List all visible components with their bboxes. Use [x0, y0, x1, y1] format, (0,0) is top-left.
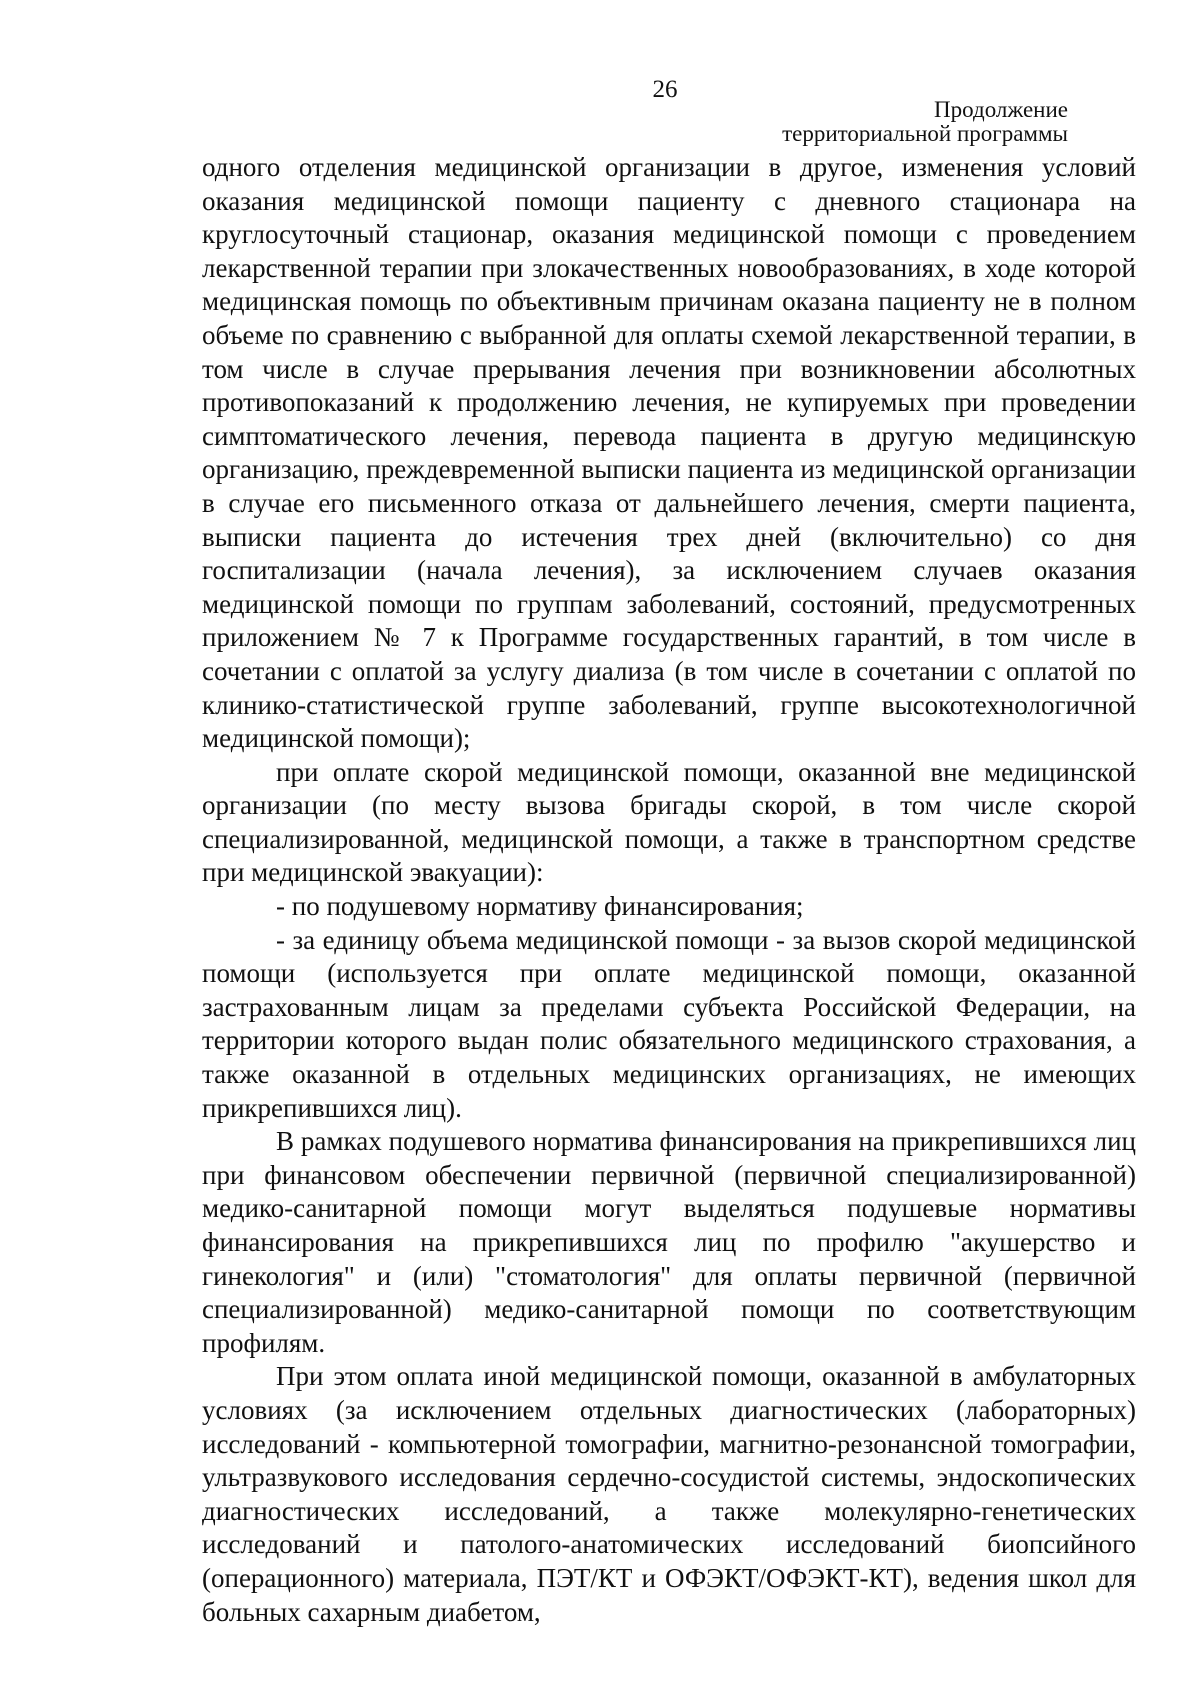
list-item-per-unit: - за единицу объема медицинской помощи - за вызов скорой медицинской помощи (используется при оплате медицинской помощи, оказанной застрахованным лицам за пределами субъекта Российской Федерации, на территории которого выдан полис обязательного медицинского страхования, а также оказанной в отдельных медицинских организациях, не имеющих прикрепившихся лиц). — [202, 924, 1136, 1123]
paragraph-continuation: одного отделения медицинской организации в другое, изменения условий оказания медицинской помощи пациенту с дневного стационара на круглосуточный стационар, оказания медицинской помощи с проведением лекарственной терапии при злокачественных новообразованиях, в ходе которой медицинская помощь по объективным причинам оказана пациенту не в полном объеме по сравнению с выбранной для оплаты схемой лекарственной терапии, в том числе в случае прерывания лечения при возникновении абсолютных противопоказаний к продолжению лечения, не купируемых при проведении симптоматического лечения, перевода пациента в другую медицинскую организацию, преждевременной выписки пациента из медицинской организации в случае его письменного отказа от дальнейшего лечения, смерти пациента, выписки пациента до истечения трех дней (включительно) со дня госпитализации (начала лечения), за исключением случаев оказания медицинской помощи по группам заболеваний, состояний, предусмотренных приложением № 7 к Программе государственных гарантий, в том числе в сочетании с оплатой за услугу диализа (в том числе в сочетании с оплатой по клинико-статистической группе заболеваний, группе высокотехнологичной медицинской помощи); — [202, 152, 1136, 754]
body-text — [202, 151, 1136, 1629]
paragraph-outpatient-payment: При этом оплата иной медицинской помощи, оказанной в амбулаторных условиях (за исключением отдельных диагностических (лабораторных) исследований - компьютерной томографии, магнитно-резонансной томографии, ультразвукового исследования сердечно-сосудистой системы, эндоскопических диагностических исследований, а также молекулярно-генетических исследований и патолого-анатомических исследований биопсийного (операционного) материала, ПЭТ/КТ и ОФЭКТ/ОФЭКТ-КТ), ведения школ для больных сахарным диабетом, — [202, 1361, 1136, 1627]
header-note-line1: Продолжение — [934, 97, 1068, 122]
list-item-per-capita: - по подушевому нормативу финансирования; — [276, 891, 804, 922]
header-note-line2: территориальной программы — [782, 121, 1068, 146]
paragraph-ambulance-payment: при оплате скорой медицинской помощи, оказанной вне медицинской организации (по месту вызова бригады скорой, в том числе скорой специализированной, медицинской помощи, а также в транспортном средстве при медицинской эвакуации): — [202, 756, 1136, 888]
header-note — [782, 98, 1068, 146]
page-number: 26 — [652, 76, 678, 103]
paragraph-per-capita-standard: В рамках подушевого норматива финансирования на прикрепившихся лиц при финансовом обеспечении первичной (первичной специализированной) медико-санитарной помощи могут выделяться подушевые нормативы финансирования на прикрепившихся лиц по профилю "акушерство и гинекология" и (или) "стоматология" для оплаты первичной (первичной специализированной) медико-санитарной помощи по соответствующим профилям. — [202, 1126, 1136, 1358]
